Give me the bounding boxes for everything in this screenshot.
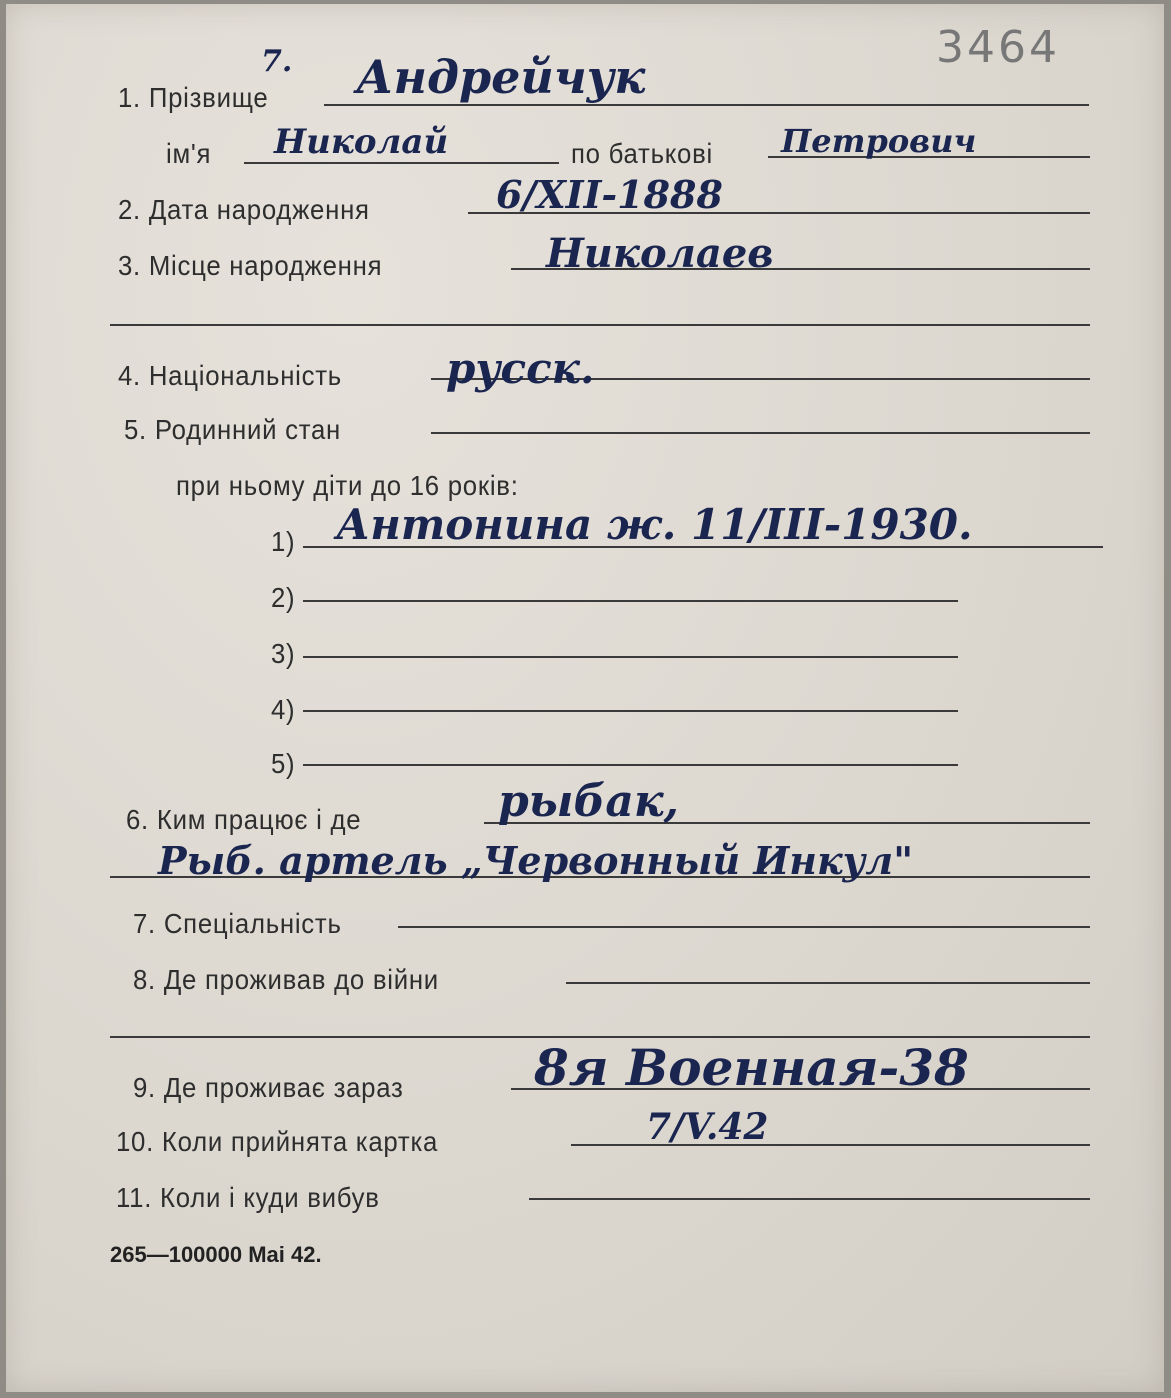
child-2-line	[303, 600, 958, 602]
print-run-footer: 265—100000 Mai 42.	[110, 1242, 322, 1267]
birth-date-value: 6/XII-1888	[496, 172, 723, 217]
surname-value: Андрейчук	[356, 50, 646, 104]
name-label: ім'я	[166, 138, 212, 169]
child-1-num: 1)	[271, 526, 296, 557]
specialty-line	[398, 926, 1090, 928]
current-label: 9. Де проживає зараз	[133, 1072, 404, 1103]
specialty-label: 7. Спеціальність	[133, 908, 342, 939]
prewar-label: 8. Де проживав до війни	[133, 964, 439, 995]
name-line	[244, 162, 559, 164]
birth-place-value: Николаев	[546, 230, 774, 277]
work-label: 6. Ким працює і де	[126, 804, 362, 835]
prewar-line	[566, 982, 1090, 984]
child-4-num: 4)	[271, 694, 296, 725]
child-2-num: 2)	[271, 582, 296, 613]
patronymic-value: Петрович	[781, 122, 977, 160]
marital-line	[431, 432, 1090, 434]
child-5-num: 5)	[271, 748, 296, 779]
marital-label: 5. Родинний стан	[124, 414, 341, 445]
patronymic-label: по батькові	[571, 138, 713, 169]
nationality-label: 4. Національність	[118, 360, 342, 391]
children-label: при ньому діти до 16 років:	[176, 470, 519, 501]
card-index: 7.	[261, 44, 293, 79]
birth-date-label: 2. Дата народження	[118, 194, 370, 225]
registration-card	[6, 4, 1164, 1392]
work-value: рыбак,	[498, 776, 679, 827]
accepted-value: 7/V.42	[646, 1106, 769, 1148]
accepted-label: 10. Коли прийнята картка	[116, 1126, 439, 1157]
surname-label: 1. Прізвище	[118, 82, 269, 113]
archive-number: 3464	[936, 22, 1060, 73]
name-value: Николай	[274, 122, 449, 162]
child-3-num: 3)	[271, 638, 296, 669]
nationality-value: русск.	[446, 344, 595, 393]
current-value: 8я Военная-38	[534, 1038, 969, 1097]
child-3-line	[303, 656, 958, 658]
child-1-value: Антонина ж. 11/III-1930.	[336, 500, 973, 549]
child-4-line	[303, 710, 958, 712]
birth-place-label: 3. Місце народження	[118, 250, 383, 281]
birth-place-line-2	[110, 324, 1090, 326]
child-5-line	[303, 764, 958, 766]
departed-label: 11. Коли і куди вибув	[116, 1182, 380, 1213]
departed-line	[529, 1198, 1090, 1200]
work-value-2: Рыб. артель „Червонный Инкул"	[158, 838, 914, 883]
surname-line	[324, 104, 1089, 106]
